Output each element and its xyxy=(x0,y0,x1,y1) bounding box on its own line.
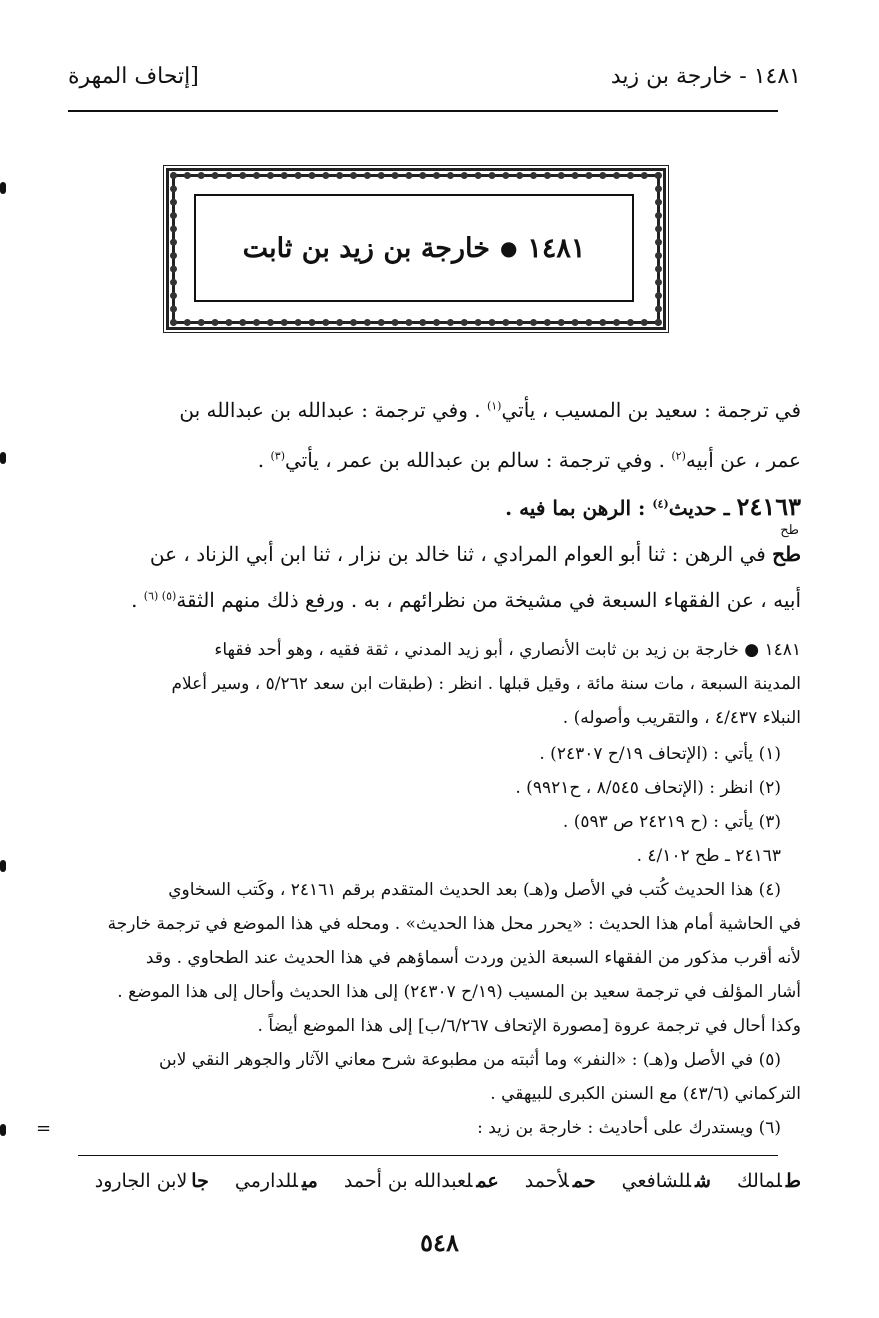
footnote-line: ٢٤١٦٣ ـ طح ٤/١٠٢ . xyxy=(636,846,781,866)
footnote-line: (٣) يأتي : (ح ٢٤٢١٩ ص ٥٩٣) . xyxy=(562,812,781,832)
abbr-text: لعبدالله بن أحمد xyxy=(343,1170,473,1192)
footnote-line: (٢) انظر : (الإتحاف ٨/٥٤٥ ، ح٩٩٢١) . xyxy=(515,778,781,798)
footnote-5-line: (٥) في الأصل و(هـ) : «النفر» وما أثبته من مطبوعة شرح معاني الآثار والجوهر النقي لابن xyxy=(159,1050,781,1070)
abbr-code: ط xyxy=(785,1170,801,1192)
margin-dot xyxy=(0,1124,6,1136)
hadith-line-2: أبيه ، عن الفقهاء السبعة في مشيخة من نظرائهم ، به . ورفع ذلك منهم الثقة$^{(٥) (٦)}$ . xyxy=(131,588,801,612)
page-number: ٥٤٨ xyxy=(420,1228,459,1257)
margin-dot xyxy=(0,860,6,872)
footnote-4-line: وكذا أحال في ترجمة عروة [مصورة الإتحاف ٦/٢٦٧/ب] إلى هذا الموضع أيضاً . xyxy=(257,1016,801,1036)
footnote-ref: (٢) xyxy=(671,449,686,463)
footnote-ref: (٥) (٦) xyxy=(143,589,177,603)
hadith-source-code: طح xyxy=(780,523,799,538)
footnote-bio-line: ١٤٨١ ● خارجة بن زيد بن ثابت الأنصاري ، أبو زيد المدني ، ثقة فقيه ، وهو أحد فقهاء xyxy=(214,640,801,660)
abbr-code: حم xyxy=(572,1170,596,1192)
footnote-ref: (٤) xyxy=(652,497,669,511)
entry-title xyxy=(194,194,634,302)
footnote-bio-line: المدينة السبعة ، مات سنة مائة ، وقيل قبلها . انظر : (طبقات ابن سعد ٥/٢٦٢ ، وسير أعلام xyxy=(171,674,801,694)
footnote-4-line: (٤) هذا الحديث كُتب في الأصل و(هـ) بعد الحديث المتقدم برقم ٢٤١٦١ ، وكَتب السخاوي xyxy=(168,880,781,900)
abbr-code: ش xyxy=(695,1170,711,1192)
abbr-code: عم xyxy=(476,1170,499,1192)
running-header-entry: ١٤٨١ - خارجة بن زيد xyxy=(610,64,801,89)
abbr-text: لأحمد xyxy=(524,1170,569,1192)
intro-line-1: في ترجمة : سعيد بن المسيب ، يأتي$^{(١)}$ . وفي ترجمة : عبدالله بن عبدالله بن xyxy=(179,398,801,422)
footnote-ref: (١) xyxy=(486,399,502,413)
entry-name: خارجة بن زيد بن ثابت xyxy=(242,232,490,264)
hadith-heading: ٢٤١٦٣ ـ حديث$^{(٤)}$ : الرهن بما فيه . xyxy=(505,492,801,521)
footnote-bio-line: النبلاء ٤/٤٣٧ ، والتقريب وأصوله) . xyxy=(562,708,801,728)
header-rule xyxy=(68,110,778,112)
abbr-text: لمالك xyxy=(737,1170,782,1192)
footnote-5-line: التركماني (٤٣/٦) مع السنن الكبرى للبيهقي . xyxy=(490,1084,801,1104)
footnote-4-line: في الحاشية أمام هذا الحديث : «يحرر محل هذا الحديث» . ومحله في هذا الموضع في ترجمة خارجة xyxy=(107,914,801,934)
entry-bullet: ● xyxy=(499,236,518,260)
footnote-4-line: لأنه أقرب مذكور من الفقهاء السبعة الذين وردت أسماؤهم في هذا الحديث عند الطحاوي . وقد xyxy=(145,948,801,968)
margin-dot xyxy=(0,182,6,194)
margin-mark: = xyxy=(36,1118,52,1139)
abbr-code: جا xyxy=(191,1170,209,1192)
running-header-book: [إتحاف المهرة xyxy=(68,64,199,89)
intro-line-2: عمر ، عن أبيه$^{(٢)}$ . وفي ترجمة : سالم بن عبدالله بن عمر ، يأتي$^{(٣)}$ . xyxy=(257,448,801,472)
abbreviations-key xyxy=(81,1170,801,1192)
abbr-code: مي xyxy=(301,1170,318,1192)
footnote-line: (١) يأتي : (الإتحاف ١٩/ح ٢٤٣٠٧) . xyxy=(539,744,781,764)
footnote-4-line: أشار المؤلف في ترجمة سعيد بن المسيب (١٩/ح ٢٤٣٠٧) إلى هذا الحديث وأحال إلى هذا الموضع . xyxy=(117,982,801,1002)
footnote-6-line: (٦) ويستدرك على أحاديث : خارجة بن زيد : xyxy=(477,1118,781,1138)
abbreviations-rule xyxy=(78,1155,778,1156)
hadith-line-1: طح في الرهن : ثنا أبو العوام المرادي ، ثنا خالد بن نزار ، ثنا ابن أبي الزناد ، عن xyxy=(149,542,801,566)
margin-dot xyxy=(0,452,6,464)
footnote-ref: (٣) xyxy=(270,449,286,463)
abbr-text: للدارمي xyxy=(234,1170,298,1192)
abbr-text: للشافعي xyxy=(621,1170,692,1192)
entry-number: ١٤٨١ xyxy=(527,232,586,264)
abbr-text: لابن الجارود xyxy=(94,1170,188,1192)
